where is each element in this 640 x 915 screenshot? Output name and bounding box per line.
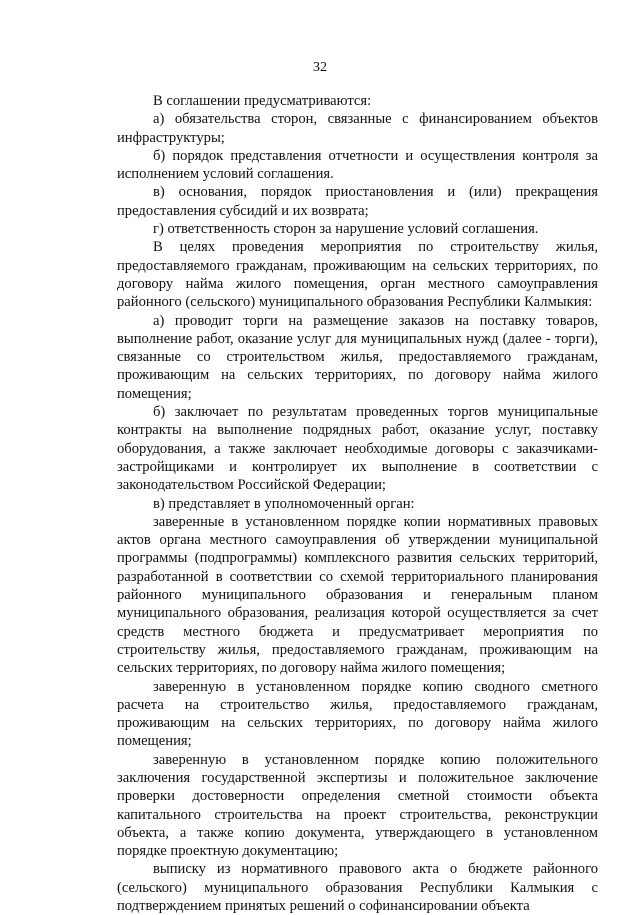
page-number: 32 xyxy=(313,60,327,75)
paragraph-housing-purpose: В целях проведения мероприятия по строительству жилья, предоставляемого гражданам, проживающим на сельских территориях, по договору найма жилого помещения, орган местного самоуправления районного (сельского) муниципального образования Республики Калмыкия: xyxy=(117,239,598,311)
paragraph-item-v-submits: в) представляет в уполномоченный орган: xyxy=(153,495,415,512)
paragraph-certified-acts: заверенные в установленном порядке копии нормативных правовых актов органа местного самоуправления об утверждении муниципальной программы (подпрограммы) комплексного развития сельских территорий, разработанной в соответствии со схемой территориального планирования районного муниципального образования и генеральным планом муниципального образования, реализация которой осуществляется за счет средств местного бюджета и предусматривает мероприятия по строительству жилья, предоставляемого гражданам, проживающим на сельских территориях, по договору найма жилого помещения; xyxy=(117,513,598,677)
paragraph-item-v-grounds: в) основания, порядок приостановления и (или) прекращения предоставления субсидий и их возврата; xyxy=(117,184,598,219)
paragraph-intro: В соглашении предусматриваются: xyxy=(153,93,372,109)
paragraph-item-g-responsibility: г) ответственность сторон за нарушение условий соглашения. xyxy=(153,221,539,238)
paragraph-item-b-contracts: б) заключает по результатам проведенных торгов муниципальные контракты на выполнение подрядных работ, оказание услуг, поставку оборудования, а также заключает необходимые договоры с заказчиками-застройщиками и контролирует их выполнение в соответствии с законодательством Российской Федерации; xyxy=(117,404,598,494)
paragraph-item-a-tenders: а) проводит торги на размещение заказов на поставку товаров, выполнение работ, оказание услуг для муниципальных нужд (далее - торги), связанные со строительством жилья, предоставляемого гражданам, проживающим на сельских территориях, по договору найма жилого помещения; xyxy=(117,312,598,402)
document-body xyxy=(117,92,598,915)
paragraph-item-b-reporting: б) порядок представления отчетности и осуществления контроля за исполнением условий соглашения. xyxy=(117,147,598,183)
paragraph-budget-extract: выписку из нормативного правового акта о бюджете районного (сельского) муниципального образования Республики Калмыкия с подтверждением принятых решений о софинансировании объекта xyxy=(117,861,598,915)
paragraph-expertise-copy: заверенную в установленном порядке копию положительного заключения государственной экспертизы и положительное заключение проверки достоверности определения сметной стоимости объекта капитального строительства на проект строительства, реконструкции объекта, а также копию документа, утверждающего в установленном порядке проектную документацию; xyxy=(117,751,598,860)
paragraph-estimate-copy: заверенную в установленном порядке копию сводного сметного расчета на строительство жилья, предоставляемого гражданам, проживающим на сельских территориях, по договору найма жилого помещения; xyxy=(117,678,598,750)
paragraph-item-a-obligations: а) обязательства сторон, связанные с финансированием объектов инфраструктуры; xyxy=(117,111,598,146)
